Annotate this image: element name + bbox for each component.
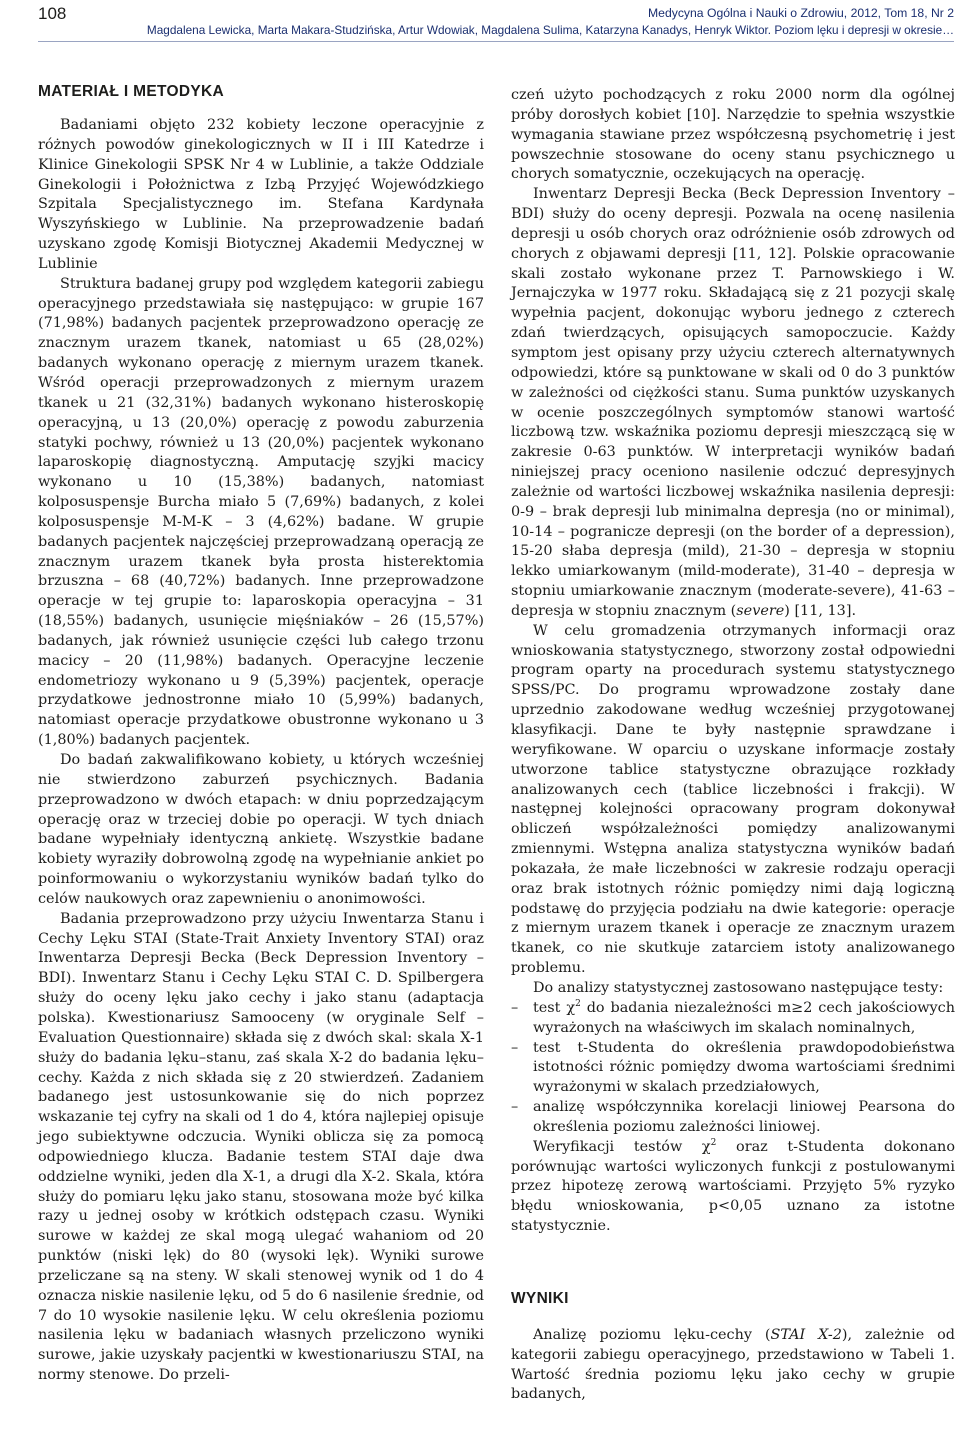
section-heading-materials: MATERIAŁ I METODYKA xyxy=(38,83,224,100)
page-number: 108 xyxy=(38,4,67,23)
list-item-text: test χ xyxy=(533,999,576,1016)
paragraph: Do analizy statystycznej zastosowano następujące testy: xyxy=(533,979,944,996)
section-heading-results: WYNIKI xyxy=(511,1289,569,1307)
italic-term: STAI X-2 xyxy=(770,1326,842,1343)
list-item: – analizę współczynnika korelacji liniowej Pearsona do określenia poziomu zależności liniowej. xyxy=(511,1098,955,1138)
paragraph: Do badań zakwalifikowano kobiety, u których wcześniej nie stwierdzono zaburzeń psychicznych. Badania przeprowadzono w dwóch etapach: w dniu poprzedzającym operację oraz w trzeciej dobie po operacji. W tych dniach badane wypełniały identyczną ankietę. Wszystkie badane kobiety wyraziły dobrowolną zgodę na wypełnianie ankiet po poinformowaniu o wykorzystaniu wyników badań tylko do celów naukowych oraz zapewnieniu o anonimowości. xyxy=(38,752,484,907)
test-list xyxy=(511,999,955,1138)
paragraph: czeń użyto pochodzących z roku 2000 norm dla ogólnej próby dorosłych kobiet [10]. Narzędzie to spełnia wszystkie wymagania stawiane przez współczesną psychometrię i jest powszechnie stosowane do oceny stanu psychicznego u chorych somatycznie, oczekujących na operację. xyxy=(511,87,955,183)
list-item-text: do badania niezależności m≥2 cech jakościowych wyrażonych na właściwych im skalach nominalnych, xyxy=(533,999,956,1036)
list-item xyxy=(511,999,955,1039)
paragraph: Badaniami objęto 232 kobiety leczone operacyjnie z różnych powodów ginekologicznych w II i III Katedrze i Klinice Ginekologii SPSK Nr 4 w Lublinie, a także Oddziale Ginekologii i Położnictwa z Izbą Przyjęć Wojewódzkiego Szpitala Specjalistycznego im. Stefana Kardynała Wyszyńskiego w Lublinie. Na przeprowadzenie badań uzyskano zgodę Komisji Biotycznej Akademii Medycznej w Lublinie xyxy=(38,117,484,272)
paragraph: Struktura badanej grupy pod względem kategorii zabiegu operacyjnego przedstawiała się następująco: w grupie 167 (71,98%) badanych pacjentek przeprowadzono operację ze znacznym urazem tkanek, natomiast u 65 (28,02%) badanych wykonano operację z miernym urazem tkanek. Wśród operacji przeprowadzonych z miernym urazem tkanek u 21 (32,31%) badanych wykonano histeroskopię operacyjną, u 13 (20,0%) operację z powodu zaburzenia statyki pochwy, również u 13 (20,0%) pacjentek wykonano laparoskopię diagnostyczną. Amputację szyjki macicy wykonano u 10 (15,38%) badanych, natomiast kolposuspensje Burcha miało 5 (7,69%) badanych, z kolei kolposuspensje M-M-K – 3 (4,62%) badane. W grupie badanych pacjentek najczęściej przeprowadzaną operacją ze znacznym urazem tkanek była prosta histerektomia brzuszna – 68 (40,72%) badanych. Inne przeprowadzone operacje w tej grupie to: laparoskopia operacyjna – 31 (18,55%) badanych, usunięcie mięśniaków – 26 (15,57%) badanych, jak również usunięcie części lub całego trzonu macicy – 20 (11,98%) badanych. Operacyjne leczenie endometriozy wykonano u 9 (5,39%) pacjentek, operacje przydatkowe jednostronne miało 10 (5,99%) badanych, natomiast operacje przydatkowe obustronne wykonano u 3 (1,80%) badanych pacjentek. xyxy=(38,275,484,749)
left-column xyxy=(38,82,484,1386)
list-item: – test t-Studenta do określenia prawdopodobieństwa istotności różnic pomiędzy dwoma wartościami średnimi wyrażonymi w skalach przedziałowych, xyxy=(511,1039,955,1099)
paragraph xyxy=(511,1138,955,1237)
paragraph-text: oraz t-Studenta dokonano porównując wartości wyliczonych funkcji z postulowanymi przez hipotezę zerową wartościami. Przyjęto 5% ryzyko błędu wnioskowania, p<0,05 uznano za istotne statystycznie. xyxy=(511,1138,955,1235)
paragraph-text: Inwentarz Depresji Becka (Beck Depression Inventory – BDI) służy do oceny depresji. Pozwala na ocenę nasilenia depresji u osób chorych oraz odróżnienie osób zdrowych od chorych z objawami depresji [11, 12]. Polskie opracowanie skali zostało wykonane przez T. Parnowskiego i W. Jernajczyka w 1977 roku. Składającą się z 21 pozycji skalę wypełnia pacjent, dokonując wyboru jednego z czterech zdań twierdzących, opisujących samopoczucie. Każdy symptom jest opisany przy użyciu czterech alternatywnych odpowiedzi, które są punktowane w skali od 0 do 3 punktów w zależności od ciężkości stanu. Suma punktów uzyskanych w ocenie poszczególnych symptomów stanowi wartość liczbową tzw. wskaźnika poziomu depresji mieszczącą się w zakresie 0-63 punktów. W interpretacji wyników badań niniejszej pracy oceniono nasilenie odczuć depresyjnych zależnie od wartości liczbowej wskaźnika nasilenia depresji: 0-9 – brak depresji lub minimalna depresja (no or minimal), 10-14 – pogranicze depresji (on the border of a depression), 15-20 słaba depresja (mild), 21-30 – depresja w stopniu lekko umiarkowanym (mild-moderate), 31-40 – depresja w stopniu umiarkowanie znacznym (moderate-severe), 41-63 – depresja w stopniu znacznym ( xyxy=(511,186,955,619)
paragraph-text: ), zależnie od kategorii zabiegu operacyjnego, przedstawiono w Tabeli 1. Wartość średnia poziomu lęku jako cechy w grupie badanych, xyxy=(511,1326,955,1403)
running-title: Magdalena Lewicka, Marta Makara-Studzińska, Artur Wdowiak, Magdalena Sulima, Katarzyna Kanadys, Henryk Wiktor. Poziom lęku i depresji w okresie… xyxy=(146,23,954,37)
page-header xyxy=(0,0,960,44)
paragraph-text: ) [11, 13]. xyxy=(784,602,857,619)
superscript: 2 xyxy=(575,999,581,1010)
paragraph xyxy=(511,1326,955,1405)
right-column xyxy=(511,86,955,1405)
paragraph: W celu gromadzenia otrzymanych informacji oraz wnioskowania statystycznego, stworzony został odpowiedni program oparty na procedurach systemu statystycznego SPSS/PC. Do programu wprowadzone zostały dane uprzednio zakodowane według wcześniej przygotowanej klasyfikacji. Dane te były następnie sprawdzane i weryfikowane. W oparciu o uzyskane informacje zostały utworzone tablice statystyczne obrazujące rozkłady analizowanych cech (tablice liczebności i frakcji). W następnej kolejności opracowany program dokonywał obliczeń współzależności pomiędzy analizowanymi zmiennymi. Wstępna analiza statystyczna wyników badań pokazała, że małe liczebności w zakresie rodzaju operacji oraz brak istotnych różnic pomiędzy nimi dają logiczną podstawę do przyjęcia podziału na dwie kategorie: operacje z miernym urazem tkanek i operacje ze znacznym urazem tkanek, co nie skutkuje zatarciem istoty analizowanego problemu. xyxy=(511,622,955,977)
journal-title: Medycyna Ogólna i Nauki o Zdrowiu, 2012, Tom 18, Nr 2 xyxy=(648,6,954,20)
superscript: 2 xyxy=(710,1137,717,1148)
paragraph: Badania przeprowadzono przy użyciu Inwentarza Stanu i Cechy Lęku STAI (State-Trait Anxiety Inventory STAI) oraz Inwentarza Depresji Becka (Beck Depression Inventory – BDI). Inwentarz Stanu i Cechy Lęku STAI C. D. Spilbergera służy do oceny lęku jako cechy i jako stanu (adaptacja polska). Kwestionariusz Samooceny (w oryginale Self – Evaluation Questionnaire) składa się z dwóch skal: skala X-1 służy do badania lęku–stanu, zaś skala X-2 do badania lęku–cechy. Każda z nich składa się z 20 stwierdzeń. Zadaniem badanego jest ustosunkowanie się do nich poprzez wskazanie tej cyfry na skali od 1 do 4, która najlepiej opisuje jego subiektywne odczucia. Wyniki oblicza się za pomocą odpowiedniego klucza. Badanie testem STAI daje dwa oddzielne wyniki, jeden dla X-1, a drugi dla X-2. Skala, która służy do pomiaru lęku jako stanu, stosowana może być kilka razy u jednej osoby w krótkich odstępach czasu. Wyniki surowe w każdej ze skal mogą ulegać wahaniom od 20 punktów (niski lęk) do 80 (wysoki lęk). Wyniki surowe przeliczane są na steny. W skali stenowej wynik od 1 do 4 oznacza niskie nasilenie lęku, od 5 do 6 nasilenie średnie, od 7 do 10 wysokie nasilenie lęku. W celu określenia poziomu nasilenia lęku w badaniach własnych przeliczono wyniki surowe, jakie uzyskały pacjentki w kwestionariuszu STAI, na normy stenowe. Do przeli- xyxy=(38,910,484,1384)
header-rule xyxy=(38,41,954,42)
italic-term: severe xyxy=(736,602,785,619)
paragraph-text: Analizę poziomu lęku-cechy ( xyxy=(533,1326,771,1343)
paragraph-text: Weryfikacji testów χ xyxy=(533,1138,711,1155)
paragraph xyxy=(511,185,955,622)
